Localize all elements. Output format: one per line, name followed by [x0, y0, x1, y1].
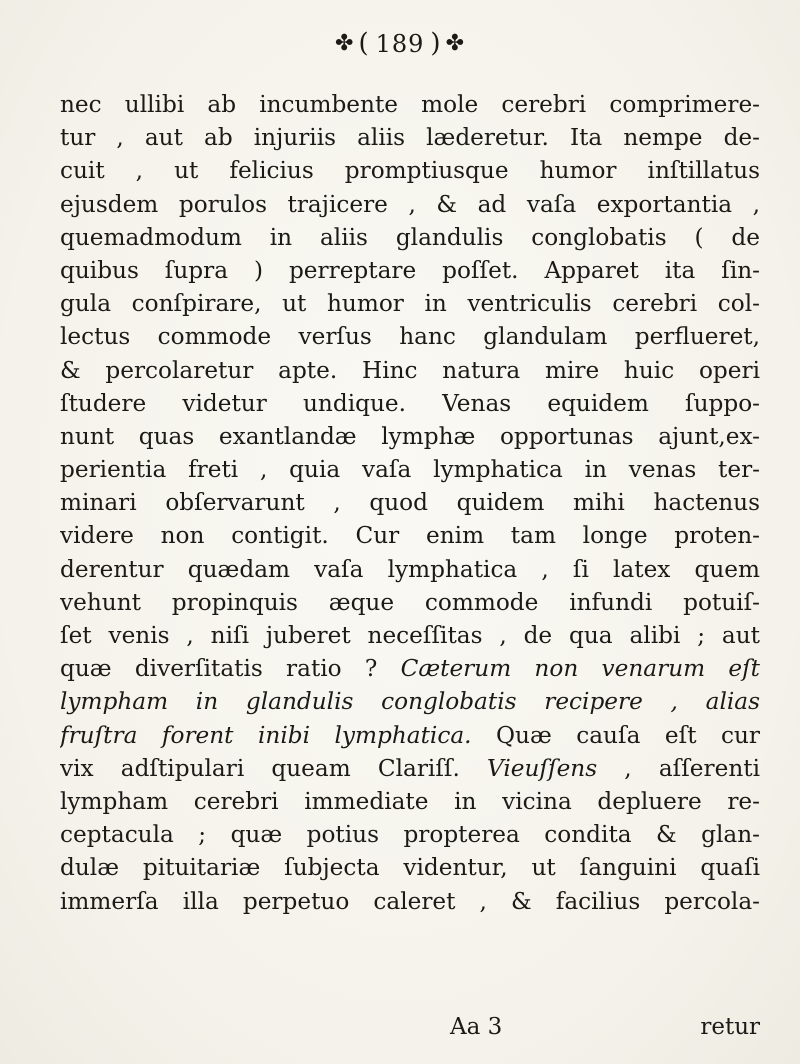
text-line: [60, 453, 760, 486]
text-run: lympham cerebri immediate in vicina depluere re-: [60, 787, 760, 815]
text-run: dulæ pituitariæ ſubjecta videntur, ut ſanguini quaſi: [60, 854, 760, 882]
text-run: quæ diverſitatis ratio ?: [60, 655, 401, 683]
text-run: nunt quas exantlandæ lymphæ opportunas ajunt,ex-: [60, 422, 760, 450]
text-line: [60, 221, 760, 254]
text-line: [60, 752, 760, 785]
text-line: [60, 320, 760, 353]
signature-mark: Aa 3: [450, 1014, 503, 1040]
italic-run: fruſtra forent inibi lymphatica.: [60, 721, 472, 749]
text-run: minari obſervarunt , quod quidem mihi hactenus: [60, 489, 760, 517]
text-line: [60, 420, 760, 453]
text-run: perientia freti , quia vaſa lymphatica in venas ter-: [60, 456, 760, 484]
italic-run: Vieuſſens: [487, 754, 598, 782]
text-run: quemadmodum in aliis glandulis conglobatis ( de: [60, 223, 760, 251]
text-run: derentur quædam vaſa lymphatica , ſi latex quem: [60, 555, 760, 583]
text-line: [60, 851, 760, 884]
right-ornament-icon: ✤: [445, 31, 465, 56]
left-ornament-icon: ✤: [335, 31, 355, 56]
catchword: retur: [700, 1014, 760, 1040]
text-line: [60, 188, 760, 221]
text-run: immerſa illa perpetuo caleret , & facilius percola-: [60, 887, 760, 915]
text-line: [60, 685, 760, 718]
text-line: [60, 719, 760, 752]
text-run: vehunt propinquis æque commode infundi potuiſ-: [60, 588, 760, 616]
text-line: [60, 88, 760, 121]
text-line: [60, 154, 760, 187]
text-run: cuit , ut felicius promptiusque humor inſtillatus: [60, 157, 760, 185]
italic-run: lympham in glandulis conglobatis recipere , alias: [60, 688, 760, 716]
text-run: tur , aut ab injuriis aliis læderetur. Ita nempe de-: [60, 124, 760, 152]
open-paren: (: [358, 28, 370, 59]
text-run: videre non contigit. Cur enim tam longe proten-: [60, 522, 760, 550]
text-run: ſtudere videtur undique. Venas equidem ſuppo-: [60, 389, 760, 417]
text-run: gula conſpirare, ut humor in ventriculis cerebri col-: [60, 290, 760, 318]
text-line: [60, 254, 760, 287]
body-text: [60, 88, 760, 918]
running-head: [0, 28, 800, 59]
text-line: [60, 785, 760, 818]
text-line: [60, 818, 760, 851]
text-line: [60, 885, 760, 918]
page-footer: [60, 1014, 760, 1048]
text-line: [60, 652, 760, 685]
text-run: ſet venis , niſi juberet neceſſitas , de qua alibi ; aut: [60, 622, 760, 649]
italic-run: Cæterum non venarum eſt: [400, 655, 760, 683]
text-line: [60, 354, 760, 387]
text-run: , aſſerenti: [597, 754, 760, 782]
close-paren: ): [430, 28, 442, 59]
text-line: [60, 287, 760, 320]
text-run: ejusdem porulos trajicere , & ad vaſa exportantia ,: [60, 190, 760, 218]
text-line: [60, 619, 760, 652]
text-line: [60, 553, 760, 586]
text-run: vix adſtipulari queam Clariſſ.: [60, 754, 488, 782]
text-line: [60, 121, 760, 154]
text-line: [60, 586, 760, 619]
text-run: ceptacula ; quæ potius propterea condita & glan-: [60, 821, 760, 849]
text-run: Quæ cauſa eſt cur: [471, 721, 760, 749]
text-run: quibus ſupra ) perreptare poſſet. Apparet ita ſin-: [60, 256, 760, 284]
text-run: & percolaretur apte. Hinc natura mire huic operi: [60, 356, 760, 384]
text-line: [60, 486, 760, 519]
text-run: lectus commode verſus hanc glandulam perflueret,: [60, 323, 760, 351]
text-line: [60, 387, 760, 420]
text-run: nec ullibi ab incumbente mole cerebri comprimere-: [60, 91, 760, 118]
page-number: 189: [375, 29, 425, 58]
text-line: [60, 519, 760, 552]
